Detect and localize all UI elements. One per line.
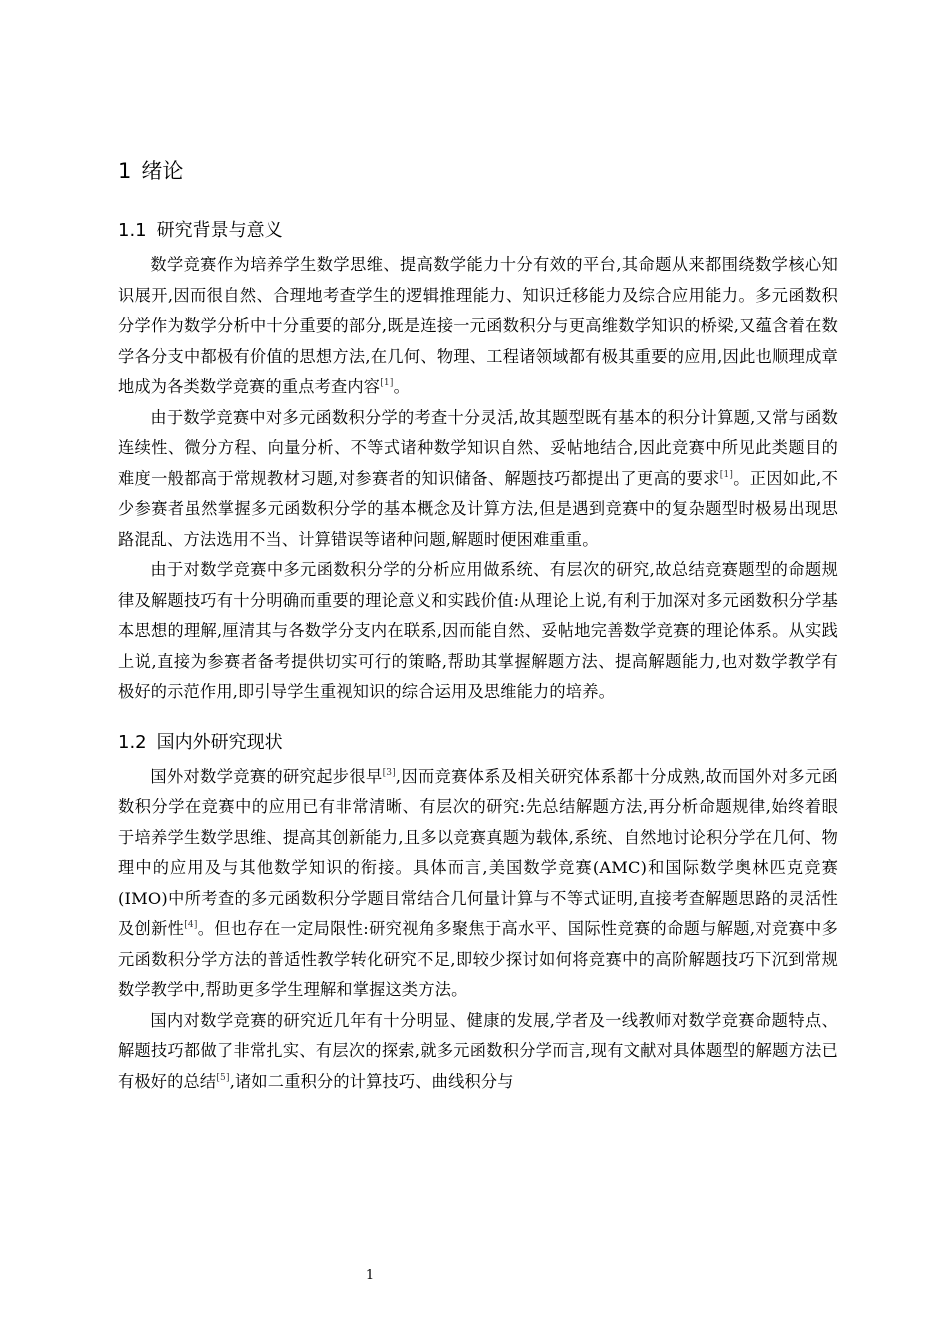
body-paragraph (118, 403, 838, 556)
chapter-number: 1 (118, 159, 132, 183)
citation-ref[interactable]: [1] (380, 378, 394, 388)
paragraph-text: 。正因如此,不少参赛者虽然掌握多元函数积分学的基本概念及计算方法,但是遇到竞赛中的复杂题型时极易出现思路混乱、方法选用不当、计算错误等诸种问题,解题时便困难重重。 (118, 468, 839, 549)
paragraph-text: ,诸如二重积分的计算技巧、曲线积分与 (229, 1071, 514, 1091)
paragraph-text: ,因而竞赛体系及相关研究体系都十分成熟,故而国外对多元函数积分学在竞赛中的应用已有非常清晰、有层次的研究:先总结解题方法,再分析命题规律,始终着眼于培养学生数学思维、提高其创新能力,且多以竞赛真题为载体,系统、自然地讨论积分学在几何、物理中的应用及与其他数学知识的衔接。具体而言,美国数学竞赛(AMC)和国际数学奥林匹克竞赛(IMO)中所考查的多元函数积分学题目常结合几何量计算与不等式证明,直接考查解题思路的灵活性及创新性 (118, 766, 838, 938)
paragraph-text: 。 (393, 377, 410, 396)
chapter-title-text: 绪论 (141, 159, 184, 183)
section-title-text: 研究背景与意义 (156, 220, 283, 241)
section-body (118, 250, 838, 708)
section-title (118, 212, 838, 250)
citation-ref[interactable]: [3] (382, 767, 396, 778)
chapter-title (118, 150, 838, 192)
body-paragraph (118, 555, 838, 708)
section-number: 1.1 (118, 220, 147, 241)
page-body (118, 150, 838, 1097)
paragraph-text: 由于数学竞赛中对多元函数积分学的考查十分灵活,故其题型既有基本的积分计算题,又常与函数连续性、微分方程、向量分析、不等式诸种数学知识自然、妥帖地结合,因此竞赛中所见此类题目的难度一般都高于常规教材习题,对参赛者的知识储备、解题技巧都提出了更高的要求 (118, 407, 838, 488)
section-number: 1.2 (118, 731, 147, 753)
body-paragraph (118, 250, 838, 403)
paragraph-text: 国内对数学竞赛的研究近几年有十分明显、健康的发展,学者及一线教师对数学竞赛命题特点、解题技巧都做了非常扎实、有层次的探索,就多元函数积分学而言,现有文献对具体题型的解题方法已有极好的总结 (118, 1010, 838, 1091)
citation-ref[interactable]: [5] (216, 1072, 230, 1083)
body-paragraph (118, 762, 838, 1006)
citation-ref[interactable]: [1] (719, 469, 734, 480)
section-title-text: 国内外研究现状 (156, 731, 283, 753)
paragraph-text: 数学竞赛作为培养学生数学思维、提高数学能力十分有效的平台,其命题从来都围绕数学核心知识展开,因而很自然、合理地考查学生的逻辑推理能力、知识迁移能力及综合应用能力。多元函数积分学作为数学分析中十分重要的部分,既是连接一元函数积分与更高维数学知识的桥梁,又蕴含着在数学各分支中都极有价值的思想方法,在几何、物理、工程诸领域都有极其重要的应用,因此也顺理成章地成为各类数学竞赛的重点考查内容 (118, 255, 838, 396)
paragraph-text: 由于对数学竞赛中多元函数积分学的分析应用做系统、有层次的研究,故总结竞赛题型的命题规律及解题技巧有十分明确而重要的理论意义和实践价值:从理论上说,有利于加深对多元函数积分学基本思想的理解,厘清其与各数学分支内在联系,因而能自然、妥帖地完善数学竞赛的理论体系。从实践上说,直接为参赛者备考提供切实可行的策略,帮助其掌握解题方法、提高解题能力,也对数学教学有极好的示范作用,即引导学生重视知识的综合运用及思维能力的培养。 (118, 560, 838, 701)
paragraph-text: 。但也存在一定局限性:研究视角多聚焦于高水平、国际性竞赛的命题与解题,对竞赛中多元函数积分学方法的普适性教学转化研究不足,即较少探讨如何将竞赛中的高阶解题技巧下沉到常规数学教学中,帮助更多学生理解和掌握这类方法。 (118, 919, 838, 999)
citation-ref[interactable]: [4] (184, 920, 198, 930)
section-title (118, 724, 838, 762)
paragraph-text: 国外对数学竞赛的研究起步很早 (150, 766, 383, 786)
body-paragraph (118, 1006, 838, 1098)
section-body (118, 762, 838, 1098)
page-number: 1 (365, 1268, 375, 1283)
